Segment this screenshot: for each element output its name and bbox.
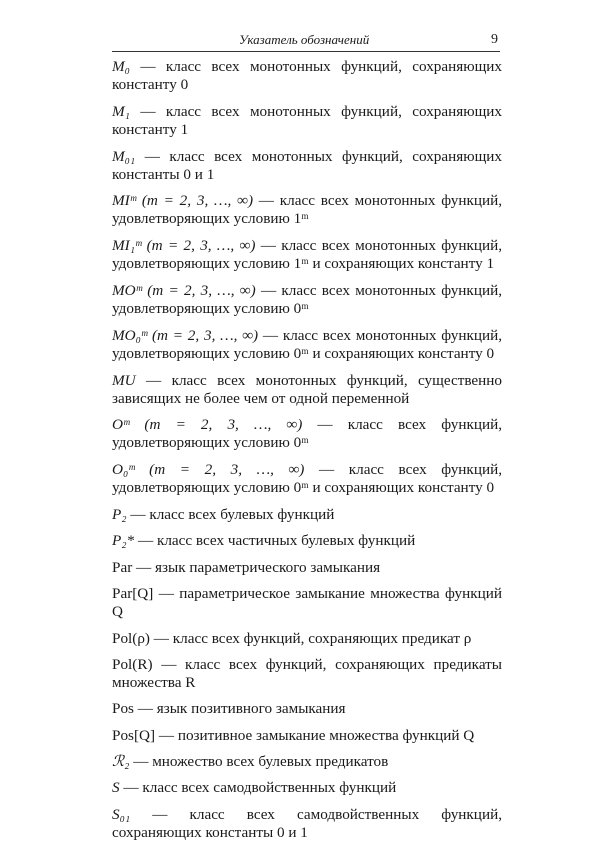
notation-entry [112,630,502,648]
notation-index [112,58,502,850]
notation-entry [112,506,502,524]
notation-term: M₀ [112,58,130,75]
notation-entry [112,727,502,745]
notation-term: Pol(ρ) [112,629,150,647]
notation-description: — параметрическое замыкание множества функций Q [112,585,502,621]
notation-description: — класс всех самодвойственных функций [123,779,397,797]
notation-term: MU [112,371,136,389]
notation-entry [112,461,502,497]
notation-entry [112,372,502,408]
notation-entry [112,148,502,184]
notation-term: MI₁ᵐ (m = 2, 3, …, ∞) [112,237,256,255]
page-number: 9 [491,32,498,47]
notation-entry [112,327,502,363]
notation-term: Par[Q] [112,585,154,603]
notation-description: — класс всех функций, сохраняющих предикаты множества R [112,655,503,691]
notation-entry [112,700,502,718]
notation-term: M₀₁ [112,147,136,165]
notation-term: Oᵐ (m = 2, 3, …, ∞) [112,416,303,434]
notation-term: M₁ [112,102,130,120]
notation-description: — класс всех монотонных функций, удовлетворяющих условию 1ᵐ и сохраняющих константу 1 [112,237,503,273]
notation-entry [112,753,502,771]
notation-term: Pos[Q] [112,726,156,744]
notation-description: — класс всех самодвойственных функций, сохраняющих константы 0 и 1 [112,805,502,841]
notation-description: — класс всех монотонных функций, сохраняющих константу 0 [112,58,502,93]
notation-entry [112,532,502,550]
notation-term: O₀ᵐ (m = 2, 3, …, ∞) [112,461,305,479]
header-title: Указатель обозначений [239,32,370,47]
notation-description: — класс всех монотонных функций, удовлетворяющих условию 1ᵐ [112,192,503,228]
notation-entry [112,192,502,228]
notation-entry [112,237,502,273]
notation-description: — класс всех функций, удовлетворяющих условию 0ᵐ [112,416,502,452]
notation-term: Pos [112,700,134,718]
notation-description: — множество всех булевых предикатов [133,753,389,771]
notation-description: — язык позитивного замыкания [137,700,346,718]
notation-entry [112,103,502,139]
notation-entry [112,779,502,797]
notation-entry [112,58,502,94]
notation-term: MO₀ᵐ (m = 2, 3, …, ∞) [112,326,259,344]
notation-description: — позитивное замыкание множества функций Q [158,726,475,744]
notation-entry [112,416,502,452]
notation-term: ℛ₂ [112,753,130,771]
notation-description: — класс всех монотонных функций, сохраняющих константы 0 и 1 [112,147,503,183]
notation-entry [112,585,502,621]
notation-description: — класс всех частичных булевых функций [137,532,416,550]
notation-entry [112,282,502,318]
notation-term: S [112,779,120,797]
running-header [112,29,500,52]
notation-description: — класс всех монотонных функций, удовлетворяющих условию 0ᵐ [112,281,502,317]
notation-description: — класс всех функций, сохраняющих предикат ρ [153,629,472,647]
notation-entry [112,806,502,842]
notation-term: Pol(R) [112,655,153,673]
notation-entry [112,656,502,692]
notation-description: — класс всех монотонных функций, существенно зависящих не более чем от одной переменной [112,371,503,407]
notation-term: Par [112,558,133,576]
notation-term: S₀₁ [112,805,131,823]
notation-description: — класс всех монотонных функций, удовлетворяющих условию 0ᵐ и сохраняющих константу 0 [112,326,503,362]
notation-description: — класс всех булевых функций [130,505,335,523]
notation-description: — класс всех монотонных функций, сохраняющих константу 1 [112,102,502,138]
notation-term: P₂* [112,532,135,550]
notation-entry [112,559,502,577]
notation-description: — класс всех функций, удовлетворяющих условию 0ᵐ и сохраняющих константу 0 [112,461,502,497]
notation-term: MOᵐ (m = 2, 3, …, ∞) [112,281,256,299]
notation-description: — язык параметрического замыкания [136,558,381,576]
notation-term: P₂ [112,505,127,523]
notation-term: MIᵐ (m = 2, 3, …, ∞) [112,192,253,210]
